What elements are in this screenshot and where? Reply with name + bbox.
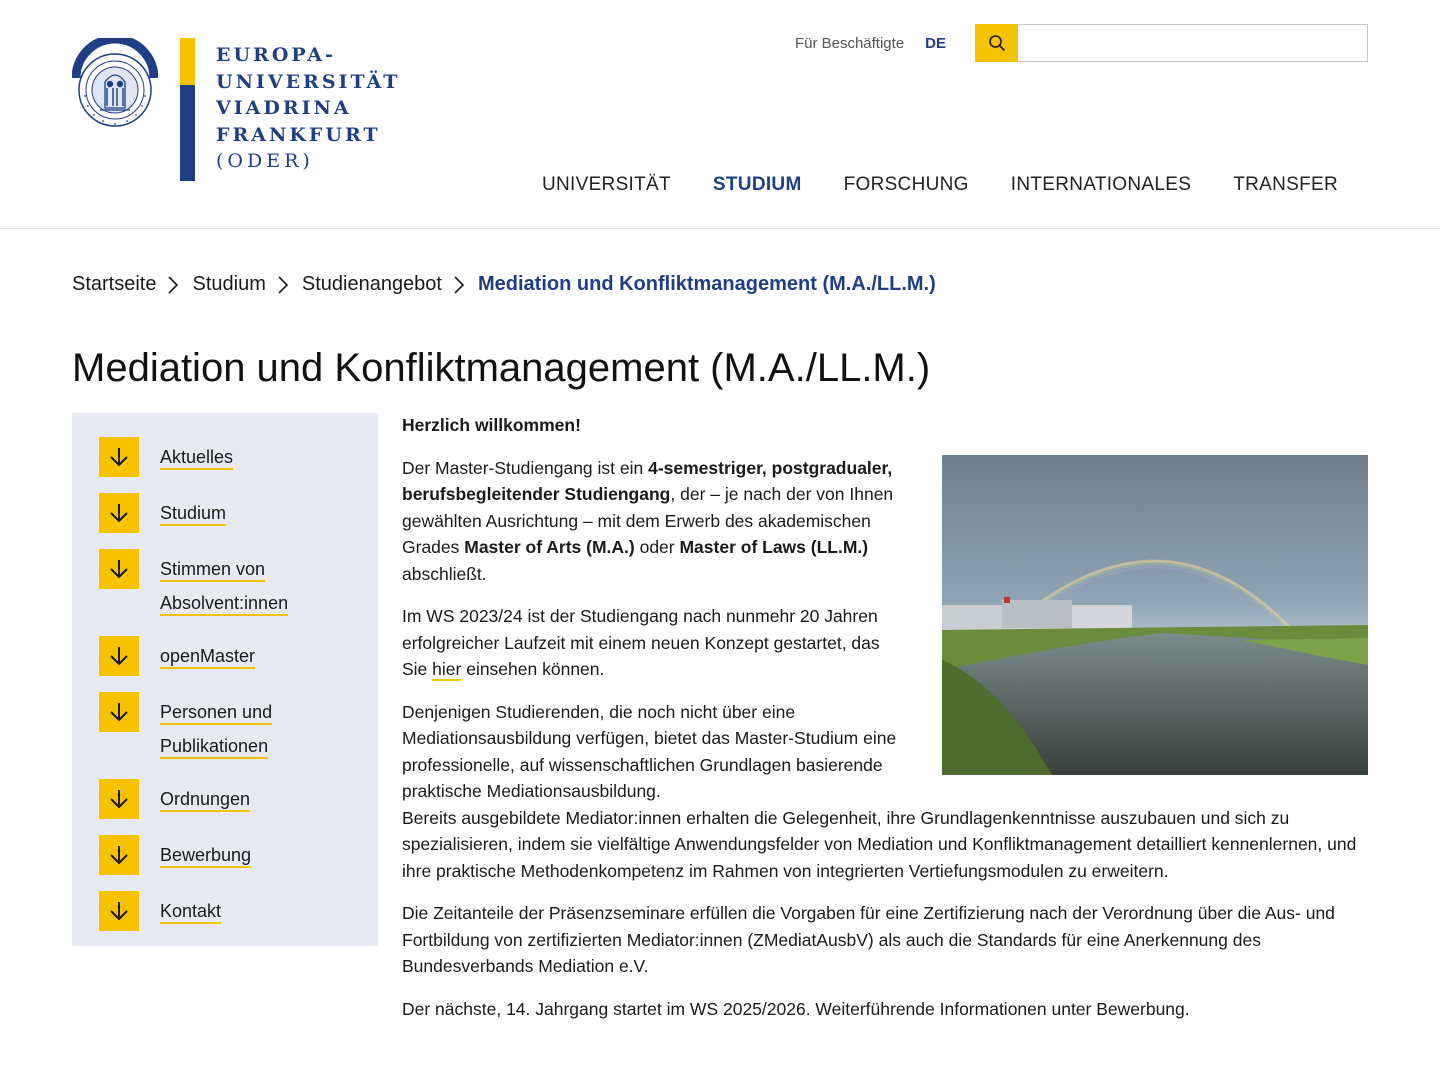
chevron-right-icon — [453, 275, 465, 295]
concept-link[interactable]: hier — [432, 659, 462, 679]
text: Im WS 2023/24 ist der Studiengang nach nunmehr 20 Jahren erfolgreicher Laufzeit mit einem neuen Konzept gestartet, das Sie — [402, 606, 880, 679]
logo-line: FRANKFURT — [216, 123, 381, 146]
utility-bar — [795, 24, 1368, 62]
university-seal-icon — [72, 38, 158, 130]
next-cohort-paragraph: Der nächste, 14. Jahrgang startet im WS 2025/2026. Weiterführende Informationen unter Bewerbung. — [402, 998, 1190, 1019]
text: Der Master-Studiengang ist ein — [402, 457, 649, 478]
text: , der – je nach der von Ihnen gewählten Ausrichtung – mit dem Erwerb des akademischen Grades — [402, 484, 894, 557]
sidebar-item-stimmen[interactable] — [99, 549, 378, 620]
training-paragraph — [402, 699, 1368, 885]
arrow-down-icon[interactable] — [99, 493, 139, 533]
staff-link[interactable]: Für Beschäftigte — [794, 34, 905, 52]
sidebar-item-aktuelles[interactable] — [99, 437, 378, 477]
page-title: Mediation und Konfliktmanagement (M.A./LL.M.) — [72, 346, 931, 390]
sidebar-item-label[interactable]: Bewerbung — [160, 845, 251, 868]
arrow-down-icon[interactable] — [99, 549, 139, 589]
language-switch[interactable]: DE — [925, 34, 946, 52]
nav-forschung[interactable]: FORSCHUNG — [843, 174, 969, 195]
text-bold: Master of Laws (LL.M.) — [679, 537, 869, 557]
text: Denjenigen Studierenden, die noch nicht über eine Mediationsausbildung verfügen, bietet das Master-Studium eine professionelle, auf wissenschaftlichen Grundlagen basierende praktische Mediationsausbildung. — [402, 701, 897, 801]
sidebar-item-openmaster[interactable] — [99, 636, 378, 676]
arrow-down-icon[interactable] — [99, 835, 139, 875]
sidebar-item-bewerbung[interactable] — [99, 835, 378, 875]
intro-paragraph — [402, 455, 902, 588]
site-header — [0, 0, 1440, 229]
arrow-down-icon[interactable] — [99, 437, 139, 477]
search-input[interactable] — [1018, 24, 1368, 62]
text: abschließt. — [402, 563, 487, 584]
logo-line: EUROPA- — [216, 44, 336, 66]
search-button[interactable] — [975, 24, 1018, 62]
nav-universitaet[interactable]: UNIVERSITÄT — [541, 174, 671, 195]
sidebar-item-label[interactable]: Kontakt — [160, 901, 221, 924]
logo-line: (ODER) — [216, 150, 314, 172]
arrow-down-icon[interactable] — [99, 779, 139, 819]
breadcrumb-studium[interactable]: Studium — [192, 273, 266, 295]
text: oder — [634, 537, 680, 557]
sidebar-item-kontakt[interactable] — [99, 891, 378, 931]
arrow-down-icon[interactable] — [99, 692, 139, 732]
main-content — [402, 412, 1368, 1038]
sidebar-item-personen[interactable] — [99, 692, 378, 763]
logo-bar — [180, 38, 195, 181]
section-sidebar — [72, 413, 378, 946]
arrow-down-icon[interactable] — [99, 891, 139, 931]
sidebar-item-label[interactable]: Stimmen von Absolvent:innen — [160, 559, 288, 616]
sidebar-item-label[interactable]: Aktuelles — [160, 447, 233, 470]
chevron-right-icon — [167, 275, 179, 295]
text-bold: 4-semestriger, postgradualer, berufsbegleitender Studiengang — [402, 457, 893, 504]
breadcrumb-home[interactable]: Startseite — [72, 273, 157, 295]
sidebar-item-studium[interactable] — [99, 493, 378, 533]
sidebar-item-label[interactable]: Ordnungen — [160, 789, 250, 812]
main-navigation — [500, 174, 1338, 196]
search-icon — [988, 34, 1006, 52]
sidebar-item-label[interactable]: openMaster — [160, 646, 255, 669]
concept-paragraph — [402, 603, 902, 683]
university-logo[interactable] — [72, 38, 401, 183]
text: Bereits ausgebildete Mediator:innen erhalten die Gelegenheit, ihre Grundlagenkenntnisse auszubauen und sich zu spezialisieren, indem sie vielfältige Anwendungsfelder von Mediation und Konfliktmanagement detailliert kennenlernen, und ihre praktische Methodenkompetenz im Rahmen von integrierten Vertiefungsmodulen zu erweitern. — [402, 807, 1357, 881]
logo-line: UNIVERSITÄT — [216, 70, 401, 93]
text: einsehen können. — [461, 659, 605, 679]
sidebar-item-ordnungen[interactable] — [99, 779, 378, 819]
text-bold: Master of Arts (M.A.) — [464, 537, 635, 557]
nav-studium[interactable]: STUDIUM — [712, 174, 802, 195]
arrow-down-icon[interactable] — [99, 636, 139, 676]
logo-line: VIADRINA — [216, 97, 352, 119]
sidebar-item-label[interactable]: Studium — [160, 503, 226, 526]
certification-paragraph: Die Zeitanteile der Präsenzseminare erfüllen die Vorgaben für eine Zertifizierung nach der Verordnung über die Aus- und Fortbildung von zertifizierten Mediator:innen (ZMediatAusbV) als auch die Standards für eine Anerkennung des Bundesverbands Mediation e.V. — [402, 903, 1335, 976]
breadcrumb-studienangebot[interactable]: Studienangebot — [301, 273, 442, 295]
nav-transfer[interactable]: TRANSFER — [1233, 174, 1338, 195]
welcome-heading: Herzlich willkommen! — [402, 415, 581, 435]
breadcrumb — [72, 273, 936, 296]
nav-internationales[interactable]: INTERNATIONALES — [1010, 174, 1192, 195]
breadcrumb-current: Mediation und Konfliktmanagement (M.A./LL.M.) — [478, 273, 936, 295]
logo-wordmark — [216, 42, 400, 175]
chevron-right-icon — [277, 275, 289, 295]
sidebar-item-label[interactable]: Personen und Publikationen — [160, 702, 272, 759]
